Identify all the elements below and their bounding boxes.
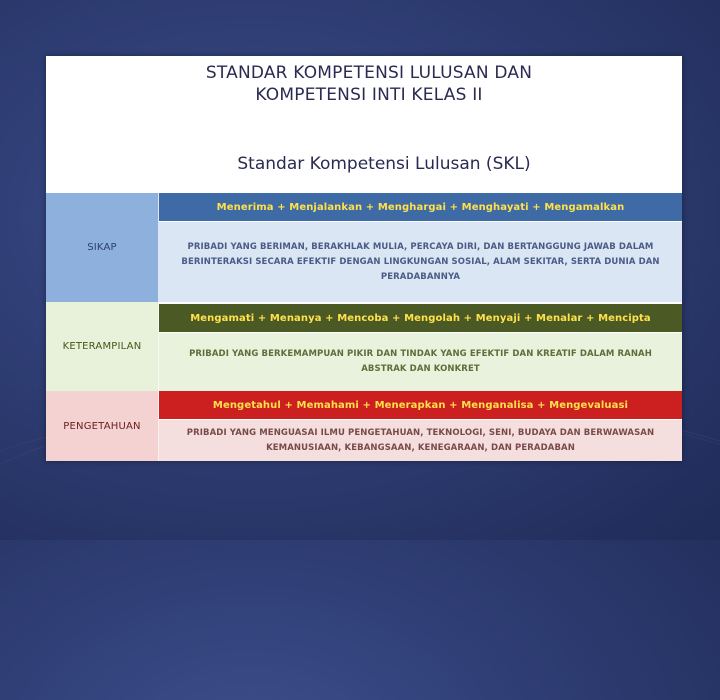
verb-band-sikap: Menerima + Menjalankan + Menghargai + Menghayati + Mengamalkan (159, 193, 682, 221)
subtitle: Standar Kompetensi Lulusan (SKL) (237, 154, 531, 174)
page-title (46, 62, 682, 106)
row-keterampilan (46, 302, 682, 391)
verb-band-pengetahuan: Mengetahul + Memahami + Menerapkan + Menganalisa + Mengevaluasi (159, 391, 682, 419)
description-sikap: PRIBADI YANG BERIMAN, BERAKHLAK MULIA, PERCAYA DIRI, DAN BERTANGGUNG JAWAB DALAM BERINTERAKSI SECARA EFEKTIF DENGAN LINGKUNGAN SOSIAL, ALAM SEKITAR, SERTA DUNIA DAN PERADABANNYA (159, 222, 682, 302)
description-keterampilan: PRIBADI YANG BERKEMAMPUAN PIKIR DAN TINDAK YANG EFEKTIF DAN KREATIF DALAM RANAH ABSTRAK DAN KONKRET (159, 333, 682, 391)
slide (46, 56, 682, 461)
row-label-sikap: SIKAP (46, 193, 159, 302)
row-label-pengetahuan: PENGETAHUAN (46, 391, 159, 461)
title-line-2: KOMPETENSI INTI KELAS II (255, 85, 483, 105)
verb-band-keterampilan: Mengamati + Menanya + Mencoba + Mengolah + Menyaji + Menalar + Mencipta (159, 304, 682, 332)
title-line-1: STANDAR KOMPETENSI LULUSAN DAN (205, 63, 533, 83)
row-sikap (46, 193, 682, 302)
row-label-keterampilan: KETERAMPILAN (46, 302, 159, 391)
row-pengetahuan (46, 391, 682, 461)
description-pengetahuan: PRIBADI YANG MENGUASAI ILMU PENGETAHUAN, TEKNOLOGI, SENI, BUDAYA DAN BERWAWASAN KEMANUSIAAN, KEBANGSAAN, KENEGARAAN, DAN PERADABAN (159, 420, 682, 461)
